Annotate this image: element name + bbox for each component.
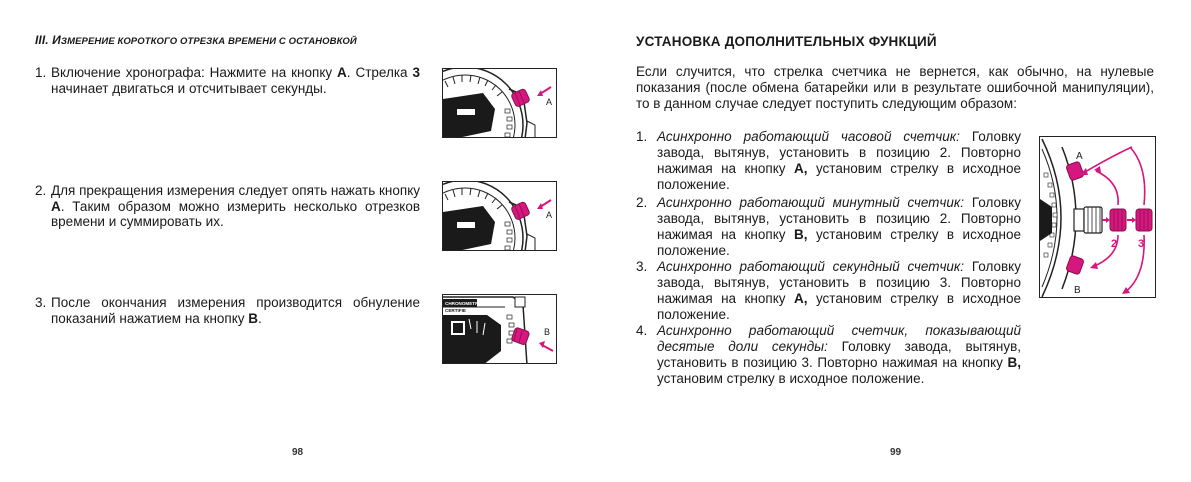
svg-text:A: A: [1076, 151, 1083, 162]
section-heading-additional-functions: УСТАНОВКА ДОПОЛНИТЕЛЬНЫХ ФУНКЦИЙ: [636, 34, 937, 49]
watch-figure-press-a-start: [442, 68, 557, 138]
crown-positions-figure: [1039, 136, 1156, 298]
pull-arrow-icon: [1040, 137, 1156, 298]
intro-paragraph: Если случится, что стрелка счетчика не вернется, как обычно, на нулевые показания (после обмена батарейки или в результате ошибочной манипуляции), то в данном случае следует поступить следующим образом:: [636, 64, 1154, 111]
watch-crown-a-icon: [443, 182, 557, 251]
watch-crown-a-icon: [443, 69, 557, 138]
svg-text:B: B: [1074, 285, 1081, 296]
function-item-1: 1. Асинхронно работающий часовой счетчик: Головку завода, вытянув, установить в позицию 2. Повторно нажимая на кнопку А, установим стрелку в исходное положение.: [636, 129, 1021, 192]
watch-figure-press-a-stop: [442, 181, 557, 251]
step-3: 3. После окончания измерения производится обнуление показаний нажатием на кнопку В.: [35, 295, 420, 326]
step-2: 2. Для прекращения измерения следует опять нажать кнопку А. Таким образом можно измерить несколько отрезков времени и суммировать их.: [35, 183, 421, 229]
function-item-3: 3. Асинхронно работающий секундный счетчик: Головку завода, вытянув, установить в позицию 3. Повторно нажимая на кнопку А, установим стрелку в исходное положение.: [636, 259, 1021, 322]
step-1: 1. Включение хронографа: Нажмите на кнопку А. Стрелка 3 начинает двигаться и отсчитывает секунды.: [35, 65, 420, 96]
watch-crown-b-icon: [443, 295, 557, 364]
right-page: [596, 0, 1191, 482]
svg-text:A: A: [546, 97, 553, 107]
svg-text:CHRONOMETRE: CHRONOMETRE: [445, 301, 482, 306]
function-item-2: 2. Асинхронно работающий минутный счетчик: Головку завода, вытянув, установить в позицию 2. Повторно нажимая на кнопку В, установим стрелку в исходное положение.: [636, 195, 1021, 258]
watch-figure-press-b-reset: [442, 294, 557, 364]
page-number-left: 98: [292, 447, 304, 458]
step-2-text: Для прекращения измерения следует опять нажать кнопку А. Таким образом можно измерить несколько отрезков времени и суммировать их.: [51, 183, 421, 229]
page-number-right: 99: [890, 447, 902, 458]
svg-text:B: B: [544, 327, 551, 337]
step-3-text: После окончания измерения производится обнуление показаний нажатием на кнопку В.: [51, 295, 420, 326]
svg-text:2: 2: [1111, 238, 1118, 250]
function-item-4: 4. Асинхронно работающий счетчик, показывающий десятые доли секунды: Головку завода, вытянув, установить в позицию 3. Повторно нажимая на кнопку В, установим стрелку в исходное положение.: [636, 323, 1021, 386]
svg-text:CERTIFIE: CERTIFIE: [445, 308, 466, 313]
svg-text:A: A: [546, 210, 553, 220]
step-1-text: Включение хронографа: Нажмите на кнопку А. Стрелка 3 начинает двигаться и отсчитывает секунды.: [51, 65, 420, 96]
section-heading-iii: III. ИЗМЕРЕНИЕ КОРОТКОГО ОТРЕЗКА ВРЕМЕНИ С ОСТАНОВКОЙ: [35, 33, 357, 47]
svg-text:3: 3: [1138, 238, 1145, 250]
